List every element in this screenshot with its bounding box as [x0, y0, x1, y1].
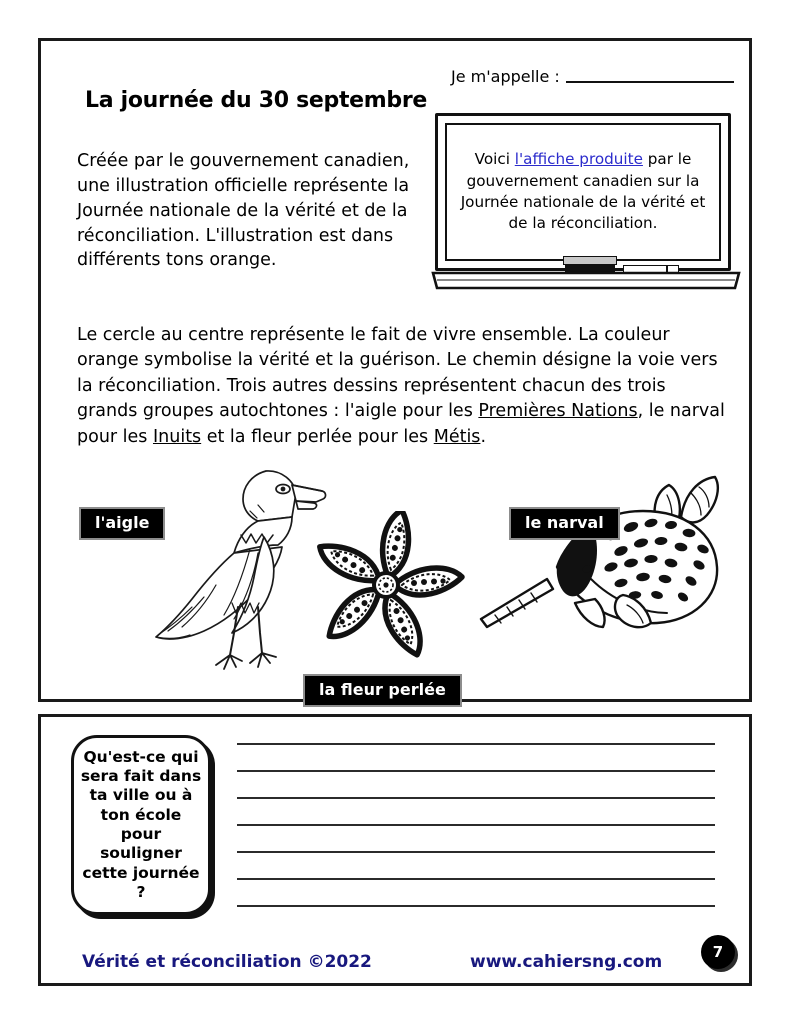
answer-line[interactable] — [237, 770, 715, 772]
answer-line[interactable] — [237, 797, 715, 799]
narwhal-illustration — [471, 471, 736, 651]
blackboard-frame — [435, 113, 731, 271]
question-panel — [38, 714, 752, 986]
body-part-1: Le cercle au centre représente le fait de vivre ensemble. La couleur orange symbolise la vérité et la guérison. Le chemin désigne la voie vers la réconciliation. Trois autres dessins représentent chacun des trois grands groupes autochtones : l'aigle pour les — [77, 325, 718, 422]
content-panel — [38, 38, 752, 702]
label-narwhal: le narval — [509, 507, 620, 540]
answer-line[interactable] — [237, 743, 715, 745]
body-part-2: , le narval pour les — [77, 401, 725, 447]
blackboard-text-before: Voici — [474, 150, 515, 169]
question-bubble — [71, 735, 211, 915]
footer-copyright: Vérité et réconciliation ©2022 — [82, 952, 372, 972]
answer-line[interactable] — [237, 851, 715, 853]
blackboard-surface — [445, 123, 721, 261]
body-part-3: et la fleur perlée pour les — [201, 426, 434, 447]
term-inuits: Inuits — [152, 426, 202, 447]
footer-website[interactable]: www.cahiersng.com — [470, 952, 663, 972]
answer-lines[interactable] — [237, 743, 715, 907]
name-field-blank[interactable] — [566, 81, 734, 83]
beaded-flower-illustration — [306, 511, 466, 656]
intro-paragraph: Créée par le gouvernement canadien, une illustration officielle représente la Journée nationale de la vérité et de la réconciliation. L'illustration est dans différents tons orange. — [77, 151, 410, 271]
affiche-link[interactable]: l'affiche produite — [514, 150, 643, 169]
page-number-badge: 7 — [701, 935, 735, 969]
label-eagle: l'aigle — [79, 507, 165, 540]
question-prompt: Qu'est-ce qui sera fait dans ta ville ou à ton école pour souligner cette journée ? — [80, 747, 202, 902]
answer-line[interactable] — [237, 878, 715, 880]
answer-line[interactable] — [237, 824, 715, 826]
term-premieres-nations: Premières Nations — [478, 401, 638, 422]
blackboard-text-after: par le gouvernement canadien sur la Journée nationale de la vérité et de la réconciliation. — [460, 150, 706, 233]
body-paragraph — [77, 323, 729, 450]
blackboard-ledge — [429, 271, 743, 291]
label-flower: la fleur perlée — [303, 674, 462, 707]
term-metis: Métis — [433, 426, 481, 447]
name-field[interactable] — [451, 67, 734, 86]
illustration-band — [41, 449, 749, 699]
blackboard — [429, 113, 743, 303]
blackboard-text — [447, 149, 719, 234]
answer-line[interactable] — [237, 905, 715, 907]
page-title: La journée du 30 septembre — [85, 88, 428, 113]
body-part-4: . — [480, 426, 487, 447]
name-field-label: Je m'appelle : — [451, 67, 560, 86]
